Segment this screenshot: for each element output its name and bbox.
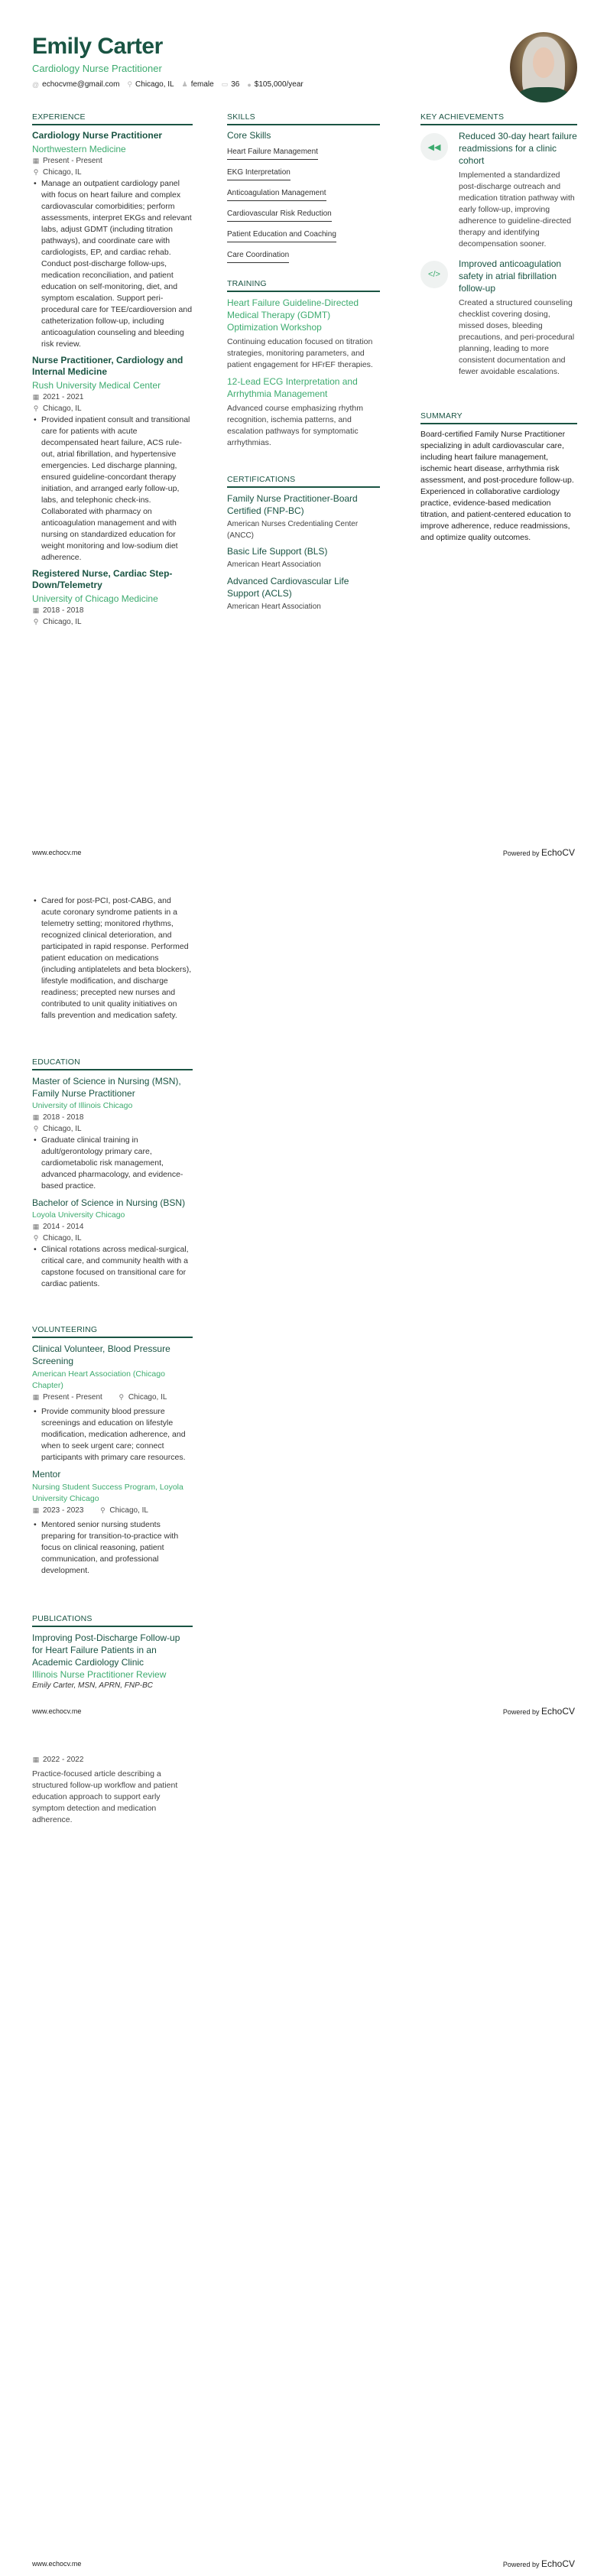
publications-continued: [32, 1754, 193, 1826]
date-range: 2022 - 2022: [43, 1756, 84, 1764]
achievement-item: [420, 130, 577, 250]
volunteering-item: [32, 1343, 193, 1463]
volunteer-location: Chicago, IL: [109, 1506, 148, 1515]
skills-section: [227, 112, 380, 268]
achievement-title: Reduced 30-day heart failure readmissions for a clinic cohort: [459, 131, 577, 166]
date-range: 2023 - 2023: [43, 1506, 84, 1515]
publication-title: Improving Post-Discharge Follow-up for Heart Failure Patients in an Academic Cardiology Clinic: [32, 1632, 180, 1668]
section-title: TRAINING: [227, 279, 380, 292]
experience-item: [32, 568, 193, 628]
achievement-description: Implemented a standardized post-discharge outreach and medication titration pathway with early follow-up, improving adherence to guideline-directed therapy and identifying decompensation sooner.: [459, 171, 575, 249]
training-item: [227, 375, 380, 449]
date-range: 2018 - 2018: [43, 606, 84, 615]
summary-section: [420, 411, 577, 544]
date-range: Present - Present: [43, 157, 102, 165]
age-value: 36: [231, 80, 240, 89]
experience-continued: [32, 895, 193, 1022]
job-location: Chicago, IL: [43, 618, 82, 626]
job-title: Cardiology Nurse Practitioner: [32, 130, 163, 141]
person-icon: ♟: [181, 80, 188, 88]
skill-item: EKG Interpretation: [227, 167, 291, 180]
certification-title: Basic Life Support (BLS): [227, 546, 328, 557]
skill-group-title: Core Skills: [227, 130, 271, 141]
footer-url[interactable]: www.echocv.me: [32, 1707, 82, 1715]
salary-icon: ●: [247, 80, 252, 89]
candidate-name: Emily Carter: [32, 34, 163, 59]
job-location: Chicago, IL: [43, 404, 82, 413]
contact-location: [127, 80, 174, 89]
avatar: [510, 32, 577, 102]
echocv-brand[interactable]: EchoCV: [540, 1706, 575, 1717]
section-title: SKILLS: [227, 112, 380, 125]
school-location: Chicago, IL: [43, 1125, 82, 1133]
skill-item: Care Coordination: [227, 249, 289, 263]
section-title: KEY ACHIEVEMENTS: [420, 112, 577, 125]
job-description: • Manage an outpatient cardiology panel with focus on heart failure and complex cardiovascular comorbidities; perform assessments, interpret EKGs and relevant labs, adjust GDMT (including titration pathways), and coordinate care with cardiologists, EP, and cardiac rehab. Conduct post-discharge follow-ups, medication reconciliation, and patient education on self-monitoring, diet, and symptom escalation. Support peri-procedural care for TEE/cardioversion and catheterization follow-up, including anticoagulation counseling and bleeding risk review.: [32, 178, 193, 350]
school: Loyola University Chicago: [32, 1210, 125, 1220]
location-value: Chicago, IL: [135, 80, 174, 89]
achievement-item: [420, 258, 577, 378]
calendar-icon: ▦: [32, 1393, 40, 1401]
certification-issuer: American Nurses Credentialing Center (ANCC): [227, 520, 359, 540]
publication-authors: Emily Carter, MSN, APRN, FNP-BC: [32, 1681, 153, 1690]
calendar-icon: ▦: [32, 393, 40, 401]
date-range: 2021 - 2021: [43, 393, 84, 401]
email-value: echocvme@gmail.com: [42, 80, 120, 89]
volunteer-role: Clinical Volunteer, Blood Pressure Screening: [32, 1343, 170, 1366]
employer: Northwestern Medicine: [32, 144, 126, 154]
at-icon: @: [32, 80, 40, 89]
calendar-icon: ▦: [32, 157, 40, 164]
footer-url[interactable]: www.echocv.me: [32, 2560, 82, 2568]
experience-section: [32, 112, 193, 628]
salary-value: $105,000/year: [254, 80, 304, 89]
certifications-section: [227, 475, 380, 612]
calendar-icon: ▦: [32, 1506, 40, 1514]
certification-item: [227, 545, 380, 571]
skill-item: Anticoagulation Management: [227, 187, 326, 201]
date-range: Present - Present: [43, 1393, 102, 1402]
education-description: • Clinical rotations across medical-surgical, critical care, and community health with a capstone focused on transitional care for cardiac patients.: [32, 1244, 193, 1290]
job-description: • Cared for post-PCI, post-CABG, and acute coronary syndrome patients in a telemetry setting; monitored rhythms, recognized clinical deterioration, and participated in rapid response. Performed patient education on medications (including antiplatelets and beta blockers), lifestyle modification, and discharge readiness; precepted new nurses and contributed to unit quality initiatives on falls prevention and medication safety.: [32, 895, 193, 1022]
section-title: VOLUNTEERING: [32, 1325, 193, 1338]
skill-item: Heart Failure Management: [227, 146, 318, 160]
volunteering-section: [32, 1325, 193, 1577]
certification-item: [227, 492, 380, 541]
contact-salary: [247, 80, 303, 89]
resume-page-3: [0, 1717, 607, 2576]
powered-by: Powered by EchoCV: [502, 2558, 575, 2569]
publications-section: [32, 1614, 193, 1691]
section-title: CERTIFICATIONS: [227, 475, 380, 488]
page-footer: [32, 2558, 575, 2569]
school-location: Chicago, IL: [43, 1234, 82, 1243]
skill-item: Patient Education and Coaching: [227, 229, 336, 242]
job-location: Chicago, IL: [43, 168, 82, 177]
training-section: [227, 279, 380, 449]
echocv-brand[interactable]: EchoCV: [540, 847, 575, 858]
contact-age: [222, 80, 240, 89]
education-description: • Graduate clinical training in adult/gerontology primary care, cardiometabolic risk management, advanced pharmacology, and evidence-based practice.: [32, 1135, 193, 1192]
job-title: Registered Nurse, Cardiac Step-Down/Telemetry: [32, 568, 173, 590]
certification-title: Family Nurse Practitioner-Board Certified (FNP-BC): [227, 493, 358, 516]
publication-journal: Illinois Nurse Practitioner Review: [32, 1669, 167, 1680]
location-pin-icon: ⚲: [33, 168, 39, 176]
resume-page-1: [0, 0, 607, 859]
location-pin-icon: ⚲: [33, 618, 39, 625]
volunteer-location: Chicago, IL: [128, 1393, 167, 1402]
section-title: SUMMARY: [420, 411, 577, 424]
calendar-icon: ▦: [32, 1223, 40, 1230]
date-range: 2018 - 2018: [43, 1113, 84, 1122]
location-pin-icon: ⚲: [33, 1234, 39, 1242]
certification-issuer: American Heart Association: [227, 560, 321, 569]
footer-url[interactable]: www.echocv.me: [32, 849, 82, 856]
location-pin-icon: ⚲: [33, 404, 39, 412]
achievement-title: Improved anticoagulation safety in atrial fibrillation follow-up: [459, 258, 562, 294]
skill-item: Cardiovascular Risk Reduction: [227, 208, 332, 222]
section-title: EDUCATION: [32, 1057, 193, 1070]
rewind-icon: ◀◀: [420, 133, 448, 161]
volunteering-item: [32, 1468, 193, 1577]
location-pin-icon: ⚲: [127, 80, 133, 88]
gender-value: female: [190, 80, 214, 89]
location-pin-icon: ⚲: [100, 1506, 105, 1514]
page-footer: [32, 847, 575, 858]
education-item: [32, 1075, 193, 1192]
training-title: 12-Lead ECG Interpretation and Arrhythmia Management: [227, 376, 358, 399]
contact-info: [32, 80, 567, 89]
resume-header: [32, 34, 567, 89]
calendar-icon: ▦: [32, 1113, 40, 1121]
degree-title: Master of Science in Nursing (MSN), Family Nurse Practitioner: [32, 1076, 181, 1099]
contact-gender: [182, 80, 214, 89]
volunteer-org: Nursing Student Success Program, Loyola University Chicago: [32, 1483, 183, 1503]
education-section: [32, 1057, 193, 1290]
training-description: Advanced course emphasizing rhythm recognition, ischemia patterns, and escalation pathways for symptomatic arrhythmias.: [227, 404, 364, 447]
training-item: [227, 297, 380, 371]
powered-by: Powered by EchoCV: [502, 847, 575, 858]
page-footer: [32, 1706, 575, 1717]
candidate-role: Cardiology Nurse Practitioner: [32, 63, 162, 74]
location-pin-icon: ⚲: [118, 1393, 125, 1401]
date-range: 2014 - 2014: [43, 1223, 84, 1231]
experience-item: [32, 130, 193, 350]
school: University of Illinois Chicago: [32, 1101, 133, 1110]
calendar-icon: ▭: [221, 80, 229, 88]
publication-description: Practice-focused article describing a structured follow-up workflow and patient education approach to support early symptom detection and medication adherence.: [32, 1769, 178, 1824]
section-title: PUBLICATIONS: [32, 1614, 193, 1627]
volunteer-org: American Heart Association (Chicago Chapter): [32, 1369, 165, 1390]
resume-page-2: [0, 859, 607, 1717]
certification-issuer: American Heart Association: [227, 602, 321, 611]
code-icon: </>: [420, 261, 448, 288]
calendar-icon: ▦: [32, 606, 40, 614]
experience-item: [32, 355, 193, 564]
powered-by: Powered by EchoCV: [502, 1706, 575, 1717]
training-title: Heart Failure Guideline-Directed Medical Therapy (GDMT) Optimization Workshop: [227, 297, 359, 333]
education-item: [32, 1197, 193, 1290]
employer: University of Chicago Medicine: [32, 593, 158, 604]
section-title: EXPERIENCE: [32, 112, 193, 125]
degree-title: Bachelor of Science in Nursing (BSN): [32, 1197, 186, 1208]
achievements-section: [420, 112, 577, 385]
contact-email[interactable]: [32, 80, 119, 89]
certification-title: Advanced Cardiovascular Life Support (ACLS): [227, 575, 349, 599]
volunteer-description: • Mentored senior nursing students preparing for transition-to-practice with focus on clinical reasoning, patient communication, and professional development.: [32, 1519, 193, 1577]
training-description: Continuing education focused on titration strategies, monitoring parameters, and patient engagement for HFrEF therapies.: [227, 337, 373, 369]
location-pin-icon: ⚲: [33, 1125, 39, 1132]
volunteer-role: Mentor: [32, 1469, 61, 1480]
summary-text: Board-certified Family Nurse Practitioner specializing in adult cardiovascular care, including heart failure management, ischemic heart disease, arrhythmia risk assessment, and post-procedure follow-up. Experienced in collaborative cardiology practice, evidence-based medication titration, and patient-centered education to improve adherence, reduce readmissions, and optimize quality outcomes.: [420, 430, 574, 542]
echocv-brand[interactable]: EchoCV: [540, 2558, 575, 2569]
certification-item: [227, 575, 380, 613]
job-description: • Provided inpatient consult and transitional care for patients with acute decompensated heart failure, ACS rule-out, atrial fibrillation, and hypertensive emergencies. Led discharge planning, ensured guideline-concordant therapy initiation, and arranged early follow-up, labs, and telephonic check-ins. Collaborated with pharmacy on anticoagulation management and with nursing on standardized education for weight monitoring and low-sodium diet adherence.: [32, 414, 193, 564]
achievement-description: Created a structured counseling checklist covering dosing, missed doses, bleeding precautions, and peri-procedural planning, leading to more consistent documentation and fewer avoidable escalations.: [459, 298, 575, 376]
employer: Rush University Medical Center: [32, 380, 161, 391]
volunteer-description: • Provide community blood pressure screenings and education on lifestyle modification, medication adherence, and when to seek urgent care; connect participants with primary care resources.: [32, 1406, 193, 1463]
job-title: Nurse Practitioner, Cardiology and Internal Medicine: [32, 355, 183, 377]
calendar-icon: ▦: [32, 1756, 40, 1763]
